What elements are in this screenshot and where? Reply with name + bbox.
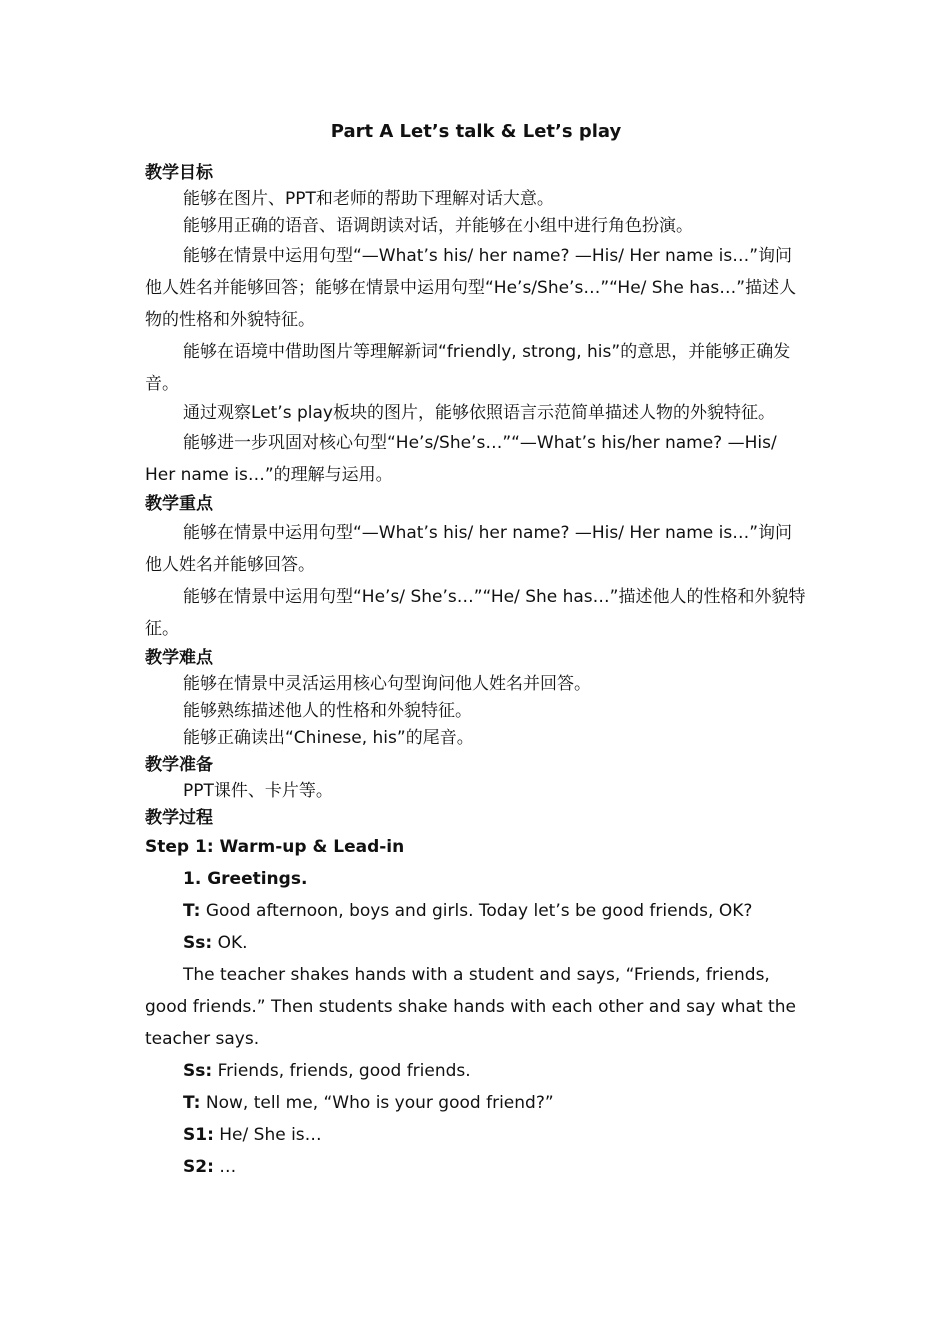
dialog-line xyxy=(145,1055,807,1087)
speaker: S1: xyxy=(183,1125,214,1145)
dialog-line xyxy=(145,927,807,959)
key-point-item: 能够在情景中运用句型“He’s/ She’s…”“He/ She has…”描述他人的性格和外貌特征。 xyxy=(145,587,806,639)
objective-item: 能够进一步巩固对核心句型“He’s/She’s…”“—What’s his/her name? —His/ Her name is…”的理解与运用。 xyxy=(145,433,777,485)
speaker: T: xyxy=(183,1093,201,1113)
objective-item: 通过观察Let’s play板块的图片，能够依照语言示范简单描述人物的外貌特征。 xyxy=(183,403,775,423)
speaker: Ss: xyxy=(183,933,213,953)
step-title: Step 1: Warm-up & Lead-in xyxy=(145,837,405,857)
sub-step-title: 1. Greetings. xyxy=(183,869,308,889)
difficulty-item: 能够熟练描述他人的性格和外貌特征。 xyxy=(183,701,472,721)
dialog-line xyxy=(145,1119,807,1151)
dialog-line xyxy=(145,1151,807,1183)
utterance: Now, tell me, “Who is your good friend?” xyxy=(200,1093,554,1113)
utterance: Friends, friends, good friends. xyxy=(212,1061,471,1081)
document-page xyxy=(145,118,807,1183)
utterance: He/ She is… xyxy=(213,1125,322,1145)
objective-item: 能够在情景中运用句型“—What’s his/ her name? —His/ Her name is…”询问他人姓名并能够回答；能够在情景中运用句型“He’s/She’s…”“He/ She has…”描述人物的性格和外貌特征。 xyxy=(145,246,797,330)
dialog-line xyxy=(145,1087,807,1119)
objectives-heading: 教学目标 xyxy=(145,163,213,183)
process-heading: 教学过程 xyxy=(145,808,213,828)
difficulty-item: 能够在情景中灵活运用核心句型询问他人姓名并回答。 xyxy=(183,674,591,694)
speaker: Ss: xyxy=(183,1061,213,1081)
key-point-item: 能够在情景中运用句型“—What’s his/ her name? —His/ Her name is…”询问他人姓名并能够回答。 xyxy=(145,523,793,575)
dialog-line xyxy=(145,895,807,927)
objective-item: 能够用正确的语音、语调朗读对话，并能够在小组中进行角色扮演。 xyxy=(183,216,693,236)
difficulties-heading: 教学难点 xyxy=(145,648,213,668)
objective-item: 能够在语境中借助图片等理解新词“friendly, strong, his”的意思，并能够正确发音。 xyxy=(145,342,791,394)
utterance: … xyxy=(213,1157,237,1177)
utterance: OK. xyxy=(212,933,248,953)
key-points-heading: 教学重点 xyxy=(145,494,213,514)
difficulty-item: 能够正确读出“Chinese, his”的尾音。 xyxy=(183,728,474,748)
objective-item: 能够在图片、PPT和老师的帮助下理解对话大意。 xyxy=(183,189,554,209)
utterance: Good afternoon, boys and girls. Today let’s be good friends, OK? xyxy=(200,901,753,921)
speaker: T: xyxy=(183,901,201,921)
narration: The teacher shakes hands with a student and says, “Friends, friends, good friends.” Then students shake hands with each other and say what the teacher says. xyxy=(145,965,796,1049)
speaker: S2: xyxy=(183,1157,214,1177)
preparation-heading: 教学准备 xyxy=(145,755,213,775)
preparation-text: PPT课件、卡片等。 xyxy=(183,781,333,801)
page-title: Part A Let’s talk & Let’s play xyxy=(330,121,622,142)
